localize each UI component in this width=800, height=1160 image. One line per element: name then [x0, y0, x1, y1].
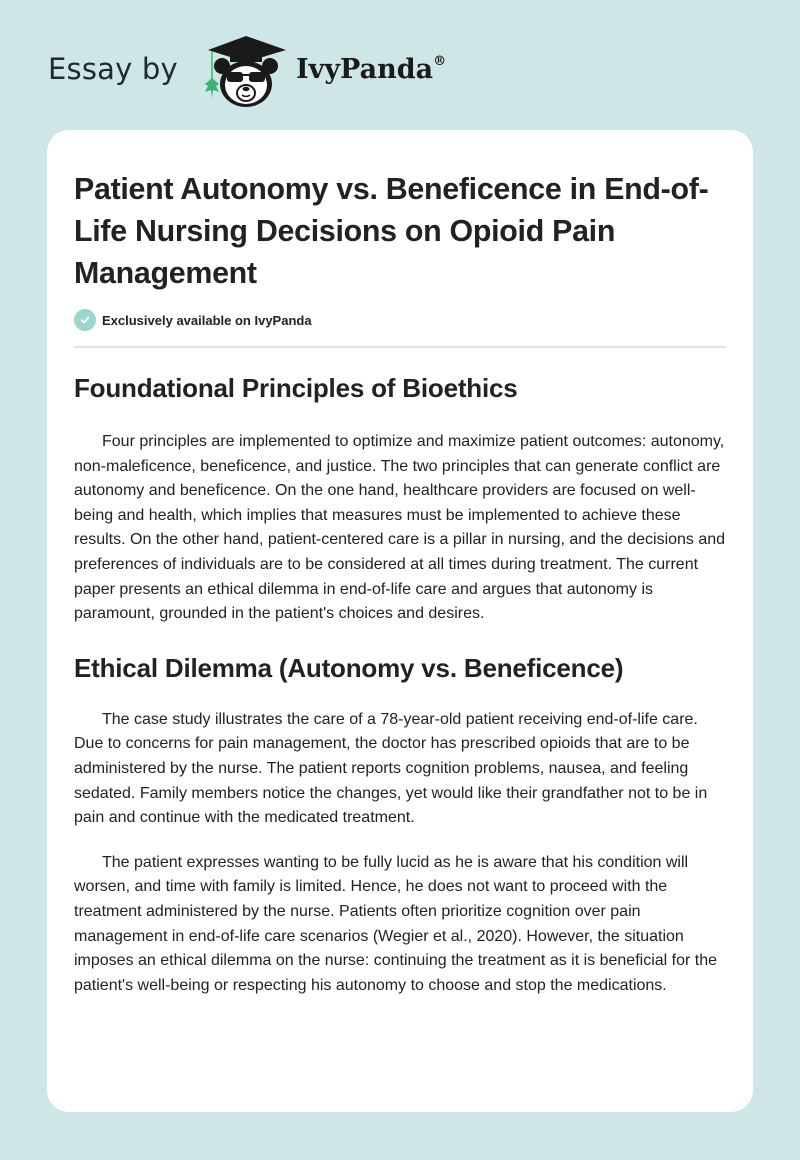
section-heading: Foundational Principles of Bioethics — [74, 373, 518, 403]
panda-graduate-logo-icon[interactable] — [200, 34, 292, 110]
paragraph: The case study illustrates the care of a 78-year-old patient receiving end-of-life care. Due to concerns for pain management, the doctor has prescribed opioids that are to be administered by the nurse. The patient reports cognition problems, nausea, and feeling sedated. Family members notice the changes, yet would like their grandfather not to be in pain and continue with the medicated treatment. — [74, 710, 708, 827]
exclusive-badge — [74, 308, 726, 332]
badge-text: Exclusively available on IvyPanda — [102, 312, 312, 328]
brand-prefix: Essay by — [48, 52, 178, 86]
site-header — [0, 0, 800, 130]
article-card — [47, 130, 753, 1112]
brand-name-text: IvyPanda — [296, 54, 434, 85]
brand-name[interactable] — [296, 54, 446, 85]
divider — [74, 346, 726, 348]
paragraph: The patient expresses wanting to be fully lucid as he is aware that his condition will worsen, and time with family is limited. Hence, he does not want to proceed with the treatment administered by the nurse. Patients often prioritize cognition over pain management in end-of-life care scenarios (Wegier et al., 2020). However, the situation imposes an ethical dilemma on the nurse: continuing the treatment as it is beneficial for the patient's well-being or respecting his autonomy to choose and stop the medications. — [74, 853, 718, 994]
registered-mark: ® — [433, 54, 447, 69]
paragraph: Four principles are implemented to optimize and maximize patient outcomes: autonomy, non-maleficence, beneficence, and justice. The two principles that can generate conflict are autonomy and beneficence. On the one hand, healthcare providers are focused on well-being and health, which implies that measures must be implemented to achieve these results. On the other hand, patient-centered care is a pillar in nursing, and the decisions and preferences of individuals are to be considered at all times during treatment. The current paper presents an ethical dilemma in end-of-life care and argues that autonomy is paramount, grounded in the patient's choices and desires. — [74, 433, 726, 623]
article-title: Patient Autonomy vs. Beneficence in End-of-Life Nursing Decisions on Opioid Pain Management — [74, 171, 709, 290]
check-circle-icon — [74, 309, 96, 331]
section-heading: Ethical Dilemma (Autonomy vs. Beneficence) — [74, 652, 624, 683]
